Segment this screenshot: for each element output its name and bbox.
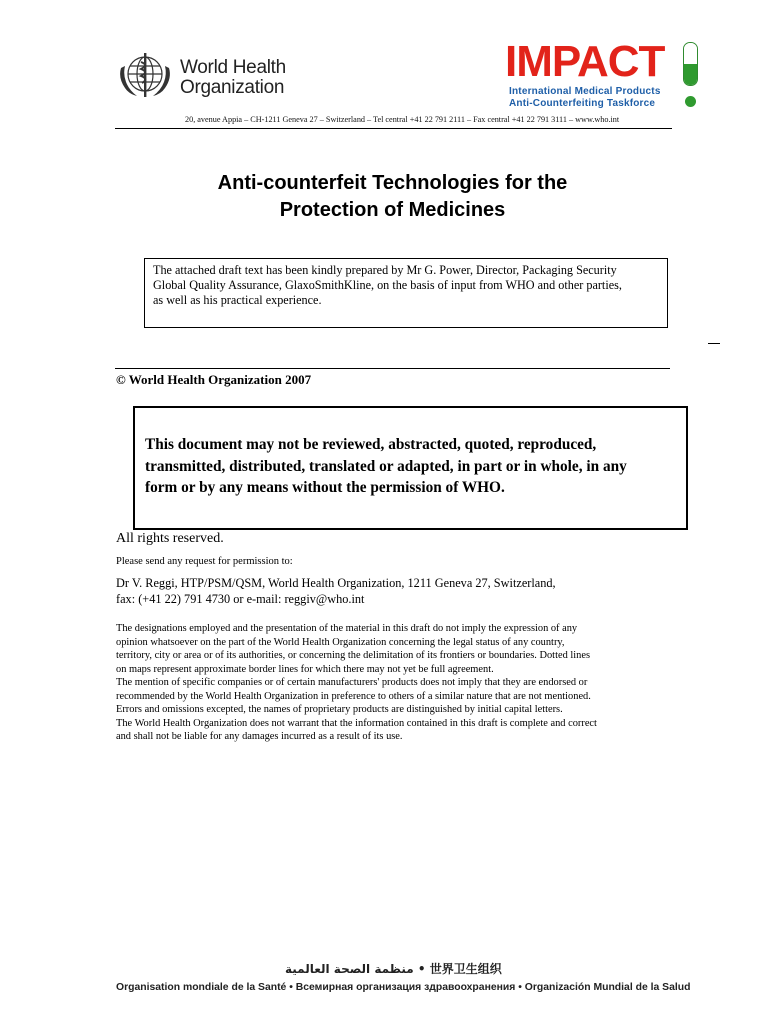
document-title [150,170,635,224]
impact-logo-word: IMPACT [505,37,665,86]
disclaimer-line: territory, city or area or of its authorities, or concerning the delimitation of its frontiers or boundaries. Dotted lines [116,650,590,661]
copyright-divider [115,368,670,369]
title-line-2: Protection of Medicines [279,199,506,221]
copyright-notice: © World Health Organization 2007 [116,372,312,387]
disclaimer-line: The World Health Organization does not warrant that the information contained in this draft is complete and correct [116,717,597,729]
impact-logo [505,38,700,110]
disclaimer-line: and shall not be liable for any damages incurred as a result of its use. [116,731,403,742]
who-logo-line-2: Organization [180,77,285,98]
impact-dot-icon [685,96,696,107]
disclaimer-line: on maps represent approximate border lines for which there may not yet be full agreement. [116,663,494,675]
disclaimer-line: opinion whatsoever on the part of the World Health Organization concerning the legal status of any country, [116,636,565,648]
warning-line: transmitted, distributed, translated or adapted, in part or in whole, in any [145,457,627,475]
permission-warning-box [133,406,688,530]
impact-logo-subtitle-2: Anti-Counterfeiting Taskforce [509,98,656,109]
contact-line: Dr V. Reggi, HTP/PSM/QSM, World Health Organization, 1211 Geneva 27, Switzerland, [116,576,556,590]
title-line-1: Anti-counterfeit Technologies for the [217,172,568,194]
disclaimer-line: recommended by the World Health Organization in preference to others of a similar nature that are not mentioned. [116,690,591,702]
draft-note-box [144,258,668,328]
who-logo-text [180,58,286,98]
footer-organization-names: Organisation mondiale de la Santé • Всемирная организация здравоохранения • Organización Mundial de la Salud [116,982,691,993]
disclaimer-line: Errors and omissions excepted, the names of proprietary products are distinguished by initial capital letters. [116,704,563,715]
contact-info [116,576,556,607]
all-rights-reserved: All rights reserved. [116,531,224,546]
note-line: The attached draft text has been kindly prepared by Mr G. Power, Director, Packaging Security [153,263,617,277]
note-line: as well as his practical experience. [153,293,322,307]
capsule-icon [683,42,698,86]
footer-multilingual-names: منظمة الصحة العالمية • 世界卫生组织 [285,962,502,976]
disclaimer-text [116,622,597,744]
note-line: Global Quality Assurance, GlaxoSmithKline, on the basis of input from WHO and other parties, [153,278,622,292]
margin-dash [708,343,720,344]
impact-logo-subtitle-1: International Medical Products [509,86,661,97]
header-divider [115,128,672,129]
disclaimer-line: The mention of specific companies or of certain manufacturers' products does not imply that they are endorsed or [116,677,588,688]
who-emblem-icon [115,50,175,102]
contact-line: fax: (+41 22) 791 4730 or e-mail: reggiv@who.int [116,591,365,606]
who-logo-line-1: World Health [180,57,286,78]
warning-line: This document may not be reviewed, abstracted, quoted, reproduced, [145,436,597,453]
permission-request-text: Please send any request for permission to: [116,556,293,567]
who-address: 20, avenue Appia – CH-1211 Geneva 27 – Switzerland – Tel central +41 22 791 2111 – Fax central +41 22 791 3111 – www.who.int [185,115,620,124]
disclaimer-line: The designations employed and the presentation of the material in this draft do not imply the expression of any [116,623,578,634]
warning-line: form or by any means without the permission of WHO. [145,479,505,496]
